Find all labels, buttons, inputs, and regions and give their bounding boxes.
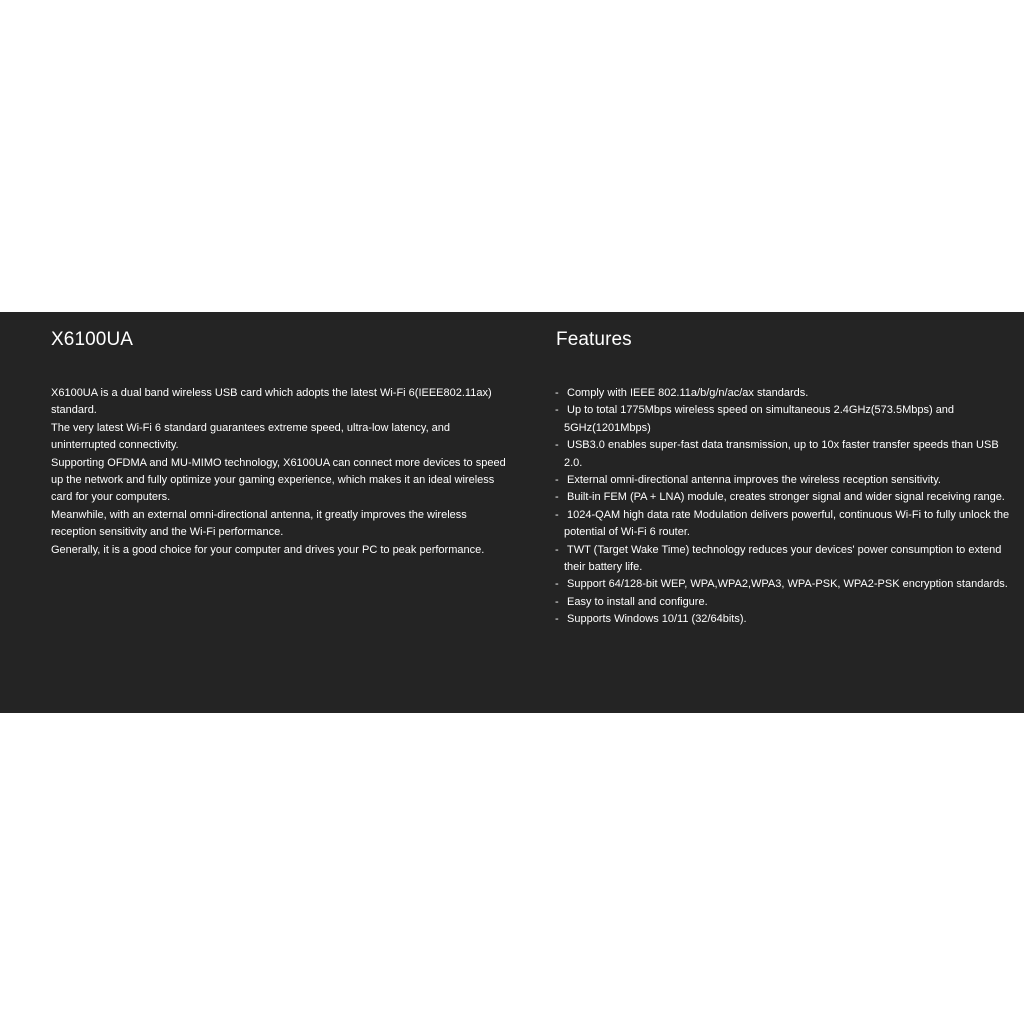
feature-item: [556, 402, 1011, 437]
feature-text: USB3.0 enables super-fast data transmission, up to 10x faster transfer speeds than USB 2.0.: [564, 439, 999, 469]
product-description: [51, 385, 511, 559]
feature-item: [556, 437, 1011, 472]
feature-text: Supports Windows 10/11 (32/64bits).: [567, 613, 747, 626]
feature-text: Support 64/128-bit WEP, WPA,WPA2,WPA3, WPA-PSK, WPA2-PSK encryption standards.: [567, 578, 1008, 591]
feature-text: Comply with IEEE 802.11a/b/g/n/ac/ax standards.: [567, 387, 809, 399]
description-paragraph: Supporting OFDMA and MU-MIMO technology, X6100UA can connect more devices to speed up the network and fully optimize your gaming experience, which makes it an ideal wireless card for your computers.: [51, 456, 506, 504]
feature-text: TWT (Target Wake Time) technology reduces your devices' power consumption to extend their battery life.: [564, 543, 1002, 574]
description-paragraph: The very latest Wi-Fi 6 standard guarantees extreme speed, ultra-low latency, and uninterrupted connectivity.: [51, 421, 451, 452]
feature-item: [556, 385, 1011, 402]
bullet-icon: -: [555, 439, 559, 452]
bullet-icon: -: [555, 543, 559, 556]
bullet-icon: -: [555, 387, 559, 399]
feature-item: [556, 489, 1011, 506]
description-paragraph: Meanwhile, with an external omni-directional antenna, it greatly improves the wireless reception sensitivity and the Wi-Fi performance.: [51, 508, 467, 539]
bullet-icon: -: [555, 474, 559, 487]
bullet-icon: -: [555, 404, 559, 417]
feature-text: External omni-directional antenna improves the wireless reception sensitivity.: [567, 474, 941, 487]
feature-text: Easy to install and configure.: [567, 595, 708, 608]
bullet-icon: -: [555, 508, 559, 521]
features-list: [556, 385, 1011, 629]
feature-item: [556, 611, 1011, 628]
product-info-banner: [0, 312, 1024, 713]
feature-text: Built-in FEM (PA + LNA) module, creates stronger signal and wider signal receiving range.: [567, 491, 1005, 504]
feature-item: [556, 576, 1011, 593]
bullet-icon: -: [555, 613, 559, 626]
product-title: X6100UA: [51, 329, 134, 350]
description-paragraph: X6100UA is a dual band wireless USB card which adopts the latest Wi-Fi 6(IEEE802.11ax) standard.: [51, 387, 492, 417]
feature-item: [556, 507, 1011, 542]
bullet-icon: -: [555, 595, 559, 608]
feature-item: [556, 472, 1011, 489]
feature-item: [556, 542, 1011, 577]
feature-text: 1024-QAM high data rate Modulation delivers powerful, continuous Wi-Fi to fully unlock the potential of Wi-Fi 6 router.: [564, 508, 1010, 539]
feature-item: [556, 594, 1011, 611]
feature-text: Up to total 1775Mbps wireless speed on simultaneous 2.4GHz(573.5Mbps) and 5GHz(1201Mbps): [564, 404, 955, 434]
description-paragraph: Generally, it is a good choice for your computer and drives your PC to peak performance.: [51, 543, 485, 556]
bullet-icon: -: [555, 491, 559, 504]
bullet-icon: -: [555, 578, 559, 591]
features-title: Features: [556, 329, 632, 350]
